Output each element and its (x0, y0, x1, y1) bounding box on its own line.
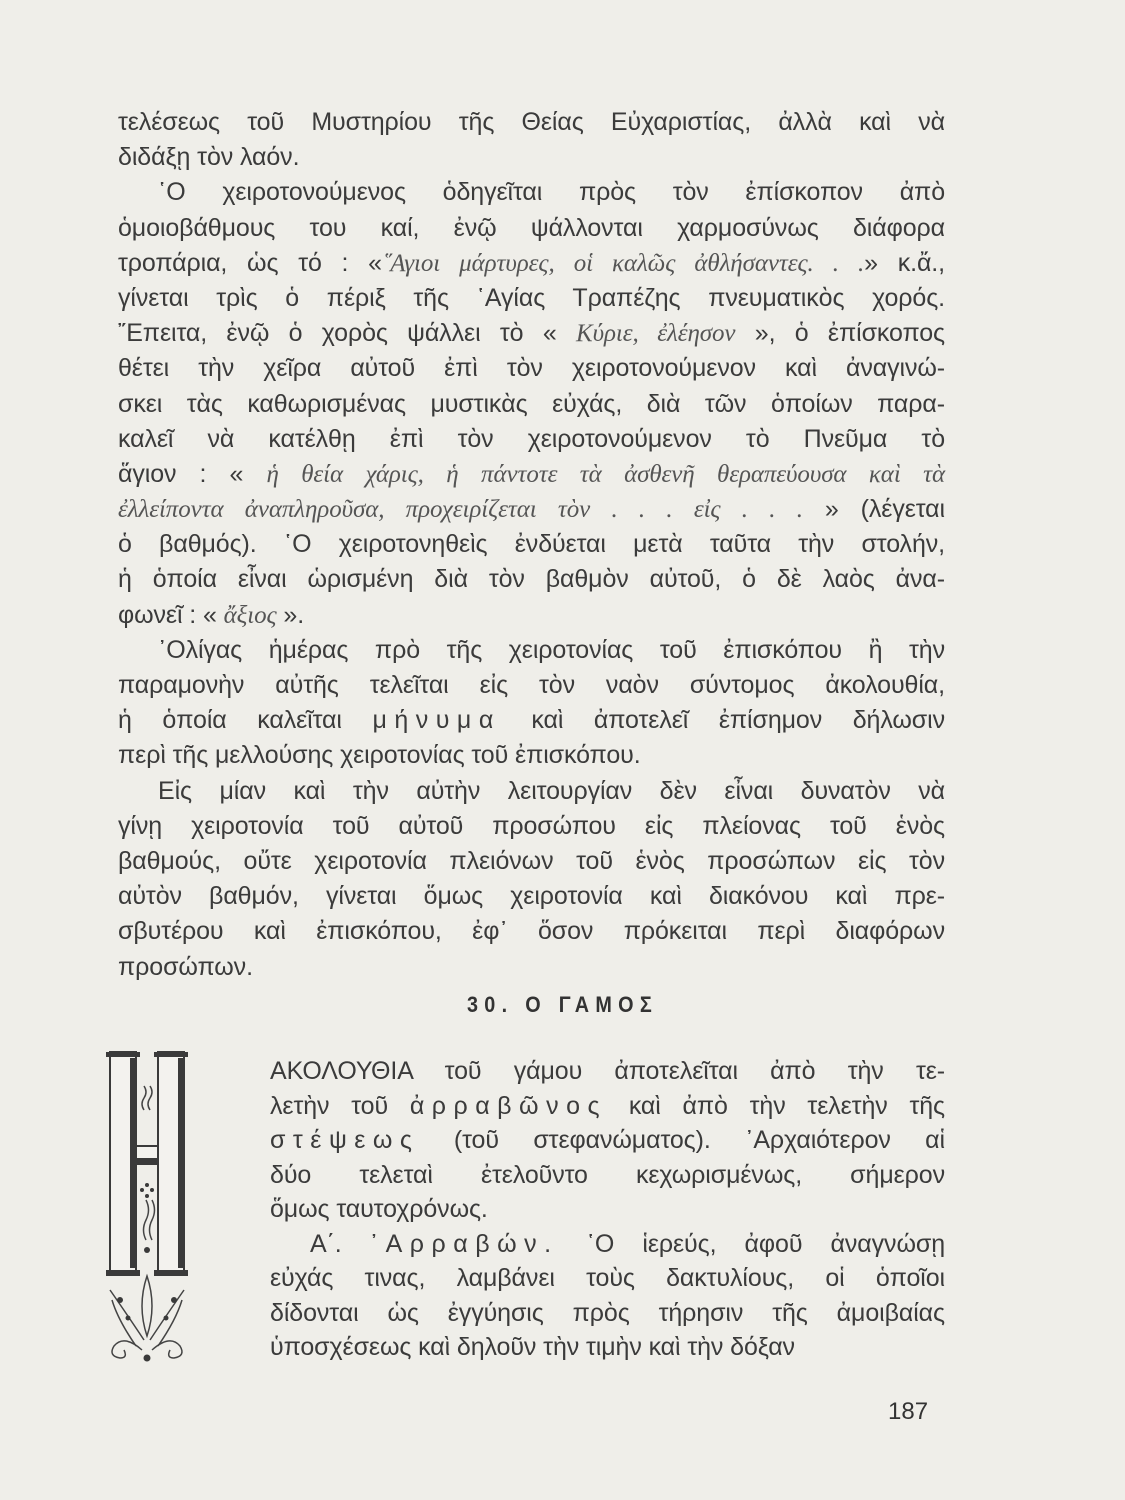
italic-quote: Κύριε, ἐλέησον (576, 320, 736, 348)
text-line (118, 809, 945, 844)
spaced-term: ἀρραβῶνος (409, 1091, 608, 1120)
text-line (270, 1123, 945, 1158)
text-run: δύο τελεταὶ ἐτελοῦντο κεχωρισμένως, σήμερον (270, 1160, 945, 1189)
text-run: σκει τὰς καθωρισμένας μυστικὰς εὐχάς, διὰ τῶν ὁποίων παρα- (118, 389, 945, 418)
text-run: προσώπων. (118, 952, 253, 981)
text-line (118, 527, 945, 562)
text-line (270, 1158, 945, 1193)
text-run: τελέσεως τοῦ Μυστηρίου τῆς Θείας Εὐχαριστίας, ἀλλὰ καὶ νὰ (118, 108, 945, 136)
text-line (270, 1054, 945, 1089)
text-run: δίδονται ὡς ἐγγύησις πρὸς τήρησιν τῆς ἀμοιβαίας (270, 1298, 945, 1327)
text-run: βαθμούς, οὔτε χειροτονία πλειόνων τοῦ ἑνὸς προσώπων εἰς τὸν (118, 846, 945, 875)
text-run: λετὴν τοῦ (270, 1091, 410, 1120)
body-text (118, 105, 945, 985)
text-run: ἡ ὁποία εἶναι ὡρισμένη διὰ τὸν βαθμὸν αὐτοῦ, ὁ δὲ λαὸς ἀνα- (118, 565, 945, 594)
paragraph (118, 175, 945, 632)
text-line (118, 387, 945, 422)
italic-quote: ἄξιος (223, 601, 277, 629)
text-line (118, 140, 945, 175)
text-run: τροπάρια, ὡς τό : « (118, 248, 382, 277)
text-line (118, 246, 945, 281)
text-line (270, 1296, 945, 1331)
text-line (118, 668, 945, 703)
paragraph (118, 1054, 945, 1227)
text-line (118, 703, 945, 738)
text-line (118, 738, 945, 773)
italic-quote: ἡ θεία χάρις, ἡ πάντοτε τὰ ἀσθενῆ θεραπεύουσα καὶ τὰ (266, 460, 945, 488)
text-run: περὶ τῆς μελλούσης χειροτονίας τοῦ ἐπισκόπου. (118, 741, 641, 770)
text-run: ὅμως ταυτοχρόνως. (270, 1195, 488, 1223)
text-run: ἡ ὁποία καλεῖται (118, 706, 373, 735)
text-run: γίνεται τρὶς ὁ πέριξ τῆς ῾Αγίας Τραπέζης πνευματικὸς χορός. (118, 283, 945, 312)
text-line (270, 1089, 945, 1124)
text-run: Α΄. (310, 1229, 370, 1258)
text-run: αὐτὸν βαθμόν, γίνεται ὅμως χειροτονία καὶ διακόνου καὶ πρε- (118, 882, 945, 911)
text-run: » κ.ἄ., (864, 248, 945, 277)
text-line (270, 1192, 945, 1227)
text-line (118, 105, 945, 140)
text-run: ΑΚΟΛΟΥΘΙΑ τοῦ γάμου ἀποτελεῖται ἀπὸ τὴν τε- (270, 1057, 945, 1085)
paragraph (118, 1227, 945, 1365)
text-run: ἅγιον : « (118, 459, 267, 488)
text-run: φωνεῖ : « (118, 600, 224, 629)
chapter-heading: 30. Ο ΓΑΜΟΣ (466, 992, 659, 1017)
spaced-term: ᾿Αρραβών. (369, 1229, 559, 1258)
text-line (118, 351, 945, 386)
text-line (118, 175, 945, 210)
text-line (118, 598, 945, 633)
spaced-term: στέψεως (270, 1126, 420, 1154)
text-run: θέτει τὴν χεῖρα αὐτοῦ ἐπὶ τὸν χειροτονούμενον καὶ ἀναγινώ- (118, 354, 945, 383)
text-run: ». (276, 600, 305, 629)
text-line (118, 211, 945, 246)
text-run: καλεῖ νὰ κατέλθῃ ἐπὶ τὸν χειροτονούμενον τὸ Πνεῦμα τὸ (118, 424, 945, 453)
text-run: σβυτέρου καὶ ἐπισκόπου, ἐφ᾿ ὅσον πρόκειται περὶ διαφόρων (118, 917, 945, 946)
text-run: εὐχάς τινας, λαμβάνει τοὺς δακτυλίους, οἱ ὁποῖοι (270, 1264, 945, 1292)
text-line (118, 562, 945, 597)
text-line (118, 633, 945, 668)
text-run: καὶ ἀπὸ τὴν τελετὴν τῆς (607, 1091, 945, 1120)
text-line (118, 844, 945, 879)
italic-quote: ἐλλείποντα ἀναπληροῦσα, προχειρίζεται τὸν . . . εἰς . . . (118, 496, 803, 524)
text-line (118, 316, 945, 351)
text-run: καὶ ἀποτελεῖ ἐπίσημον δήλωσιν (500, 706, 945, 735)
text-run: » (λέγεται (802, 495, 945, 524)
text-run: διδάξῃ τὸν λαόν. (118, 143, 300, 172)
page-number: 187 (888, 1398, 929, 1425)
text-line (270, 1261, 945, 1296)
text-line (118, 457, 945, 492)
text-line (118, 281, 945, 316)
text-line (118, 422, 945, 457)
paragraph (118, 105, 945, 175)
text-run: ᾿Ολίγας ἡμέρας πρὸ τῆς χειροτονίας τοῦ ἐπισκόπου ἢ τὴν (158, 635, 945, 664)
text-line (118, 950, 945, 985)
text-run: ὑποσχέσεως καὶ δηλοῦν τὴν τιμὴν καὶ τὴν δόξαν (270, 1333, 795, 1361)
text-run: ῾Ο ἱερεύς, ἀφοῦ ἀναγνώσῃ (558, 1229, 945, 1258)
text-run: γίνῃ χειροτονία τοῦ αὐτοῦ προσώπου εἰς πλείονας τοῦ ἑνὸς (118, 811, 945, 840)
text-line (270, 1227, 945, 1262)
text-line (118, 914, 945, 949)
italic-quote: ῞Αγιοι μάρτυρες, οἱ καλῶς ἀθλήσαντες. . . (381, 249, 865, 277)
text-run: ῾Ο χειροτονούμενος ὁδηγεῖται πρὸς τὸν ἐπίσκοπον ἀπὸ (158, 178, 945, 207)
paragraph (118, 774, 945, 985)
text-line (118, 492, 945, 527)
text-run: ὁ βαθμός). ῾Ο χειροτονηθεὶς ἐνδύεται μετὰ ταῦτα τὴν στολήν, (118, 530, 945, 559)
text-run: παραμονὴν αὐτῆς τελεῖται εἰς τὸν ναὸν σύντομος ἀκολουθία, (118, 671, 945, 699)
spaced-term: μήνυμα (372, 706, 501, 735)
text-line (118, 879, 945, 914)
text-line (270, 1330, 945, 1365)
text-run: ὁμοιοβάθμους του καί, ἐνῷ ψάλλονται χαρμοσύνως διάφορα (118, 213, 945, 242)
text-run: (τοῦ στεφανώματος). ᾿Αρχαιότερον αἱ (419, 1126, 945, 1154)
chapter-text (118, 1054, 945, 1365)
text-line (118, 774, 945, 809)
paragraph (118, 633, 945, 774)
text-run: Εἰς μίαν καὶ τὴν αὐτὴν λειτουργίαν δὲν εἶναι δυνατὸν νὰ (158, 776, 945, 805)
text-run: », ὁ ἐπίσκοπος (735, 319, 946, 348)
text-run: ῎Επειτα, ἐνῷ ὁ χορὸς ψάλλει τὸ « (118, 319, 576, 348)
